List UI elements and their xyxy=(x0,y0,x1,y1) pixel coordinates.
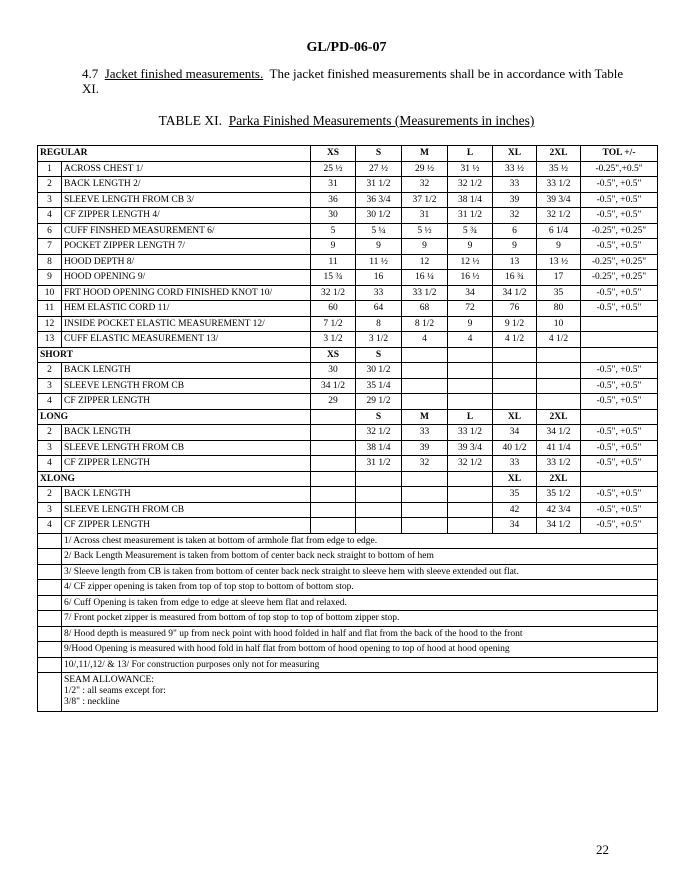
table-cell: 33 xyxy=(402,425,448,441)
table-cell: 68 xyxy=(402,301,448,317)
footnote-row xyxy=(38,595,658,611)
table-cell: 39 xyxy=(402,440,448,456)
table-cell: 16 ¼ xyxy=(402,270,448,286)
table-cell: 29 1/2 xyxy=(356,394,402,410)
table-cell xyxy=(311,518,356,534)
table-row xyxy=(38,192,658,208)
table-cell xyxy=(448,502,493,518)
table-cell xyxy=(448,394,493,410)
row-number: 10 xyxy=(38,285,62,301)
column-header: 2XL xyxy=(537,409,581,425)
table-row xyxy=(38,301,658,317)
table-cell xyxy=(493,378,537,394)
footnote-spacer xyxy=(38,595,62,611)
table-cell: 32 xyxy=(402,456,448,472)
row-label: HOOD DEPTH 8/ xyxy=(62,254,311,270)
table-cell: 9 xyxy=(493,239,537,255)
table-cell: 3 1/2 xyxy=(311,332,356,348)
row-label: CF ZIPPER LENGTH 4/ xyxy=(62,208,311,224)
table-cell: 33 xyxy=(493,456,537,472)
table-cell: 64 xyxy=(356,301,402,317)
table-cell: 5 ¾ xyxy=(448,223,493,239)
table-cell: 33 ½ xyxy=(493,161,537,177)
row-number: 4 xyxy=(38,208,62,224)
row-number: 7 xyxy=(38,239,62,255)
table-row xyxy=(38,239,658,255)
row-number: 6 xyxy=(38,223,62,239)
table-cell xyxy=(537,394,581,410)
table-cell: 38 1/4 xyxy=(448,192,493,208)
table-cell: 39 3/4 xyxy=(537,192,581,208)
table-cell xyxy=(356,502,402,518)
row-label: SLEEVE LENGTH FROM CB xyxy=(62,440,311,456)
table-cell: -0.5", +0.5" xyxy=(581,378,658,394)
footnote-row xyxy=(38,564,658,580)
table-row xyxy=(38,270,658,286)
footnote-text: 6/ Cuff Opening is taken from edge to edge at sleeve hem flat and relaxed. xyxy=(62,595,658,611)
table-cell xyxy=(537,363,581,379)
table-cell: 4 xyxy=(448,332,493,348)
table-cell: 31 xyxy=(311,177,356,193)
table-cell: -0.5", +0.5" xyxy=(581,363,658,379)
footnote-row xyxy=(38,549,658,565)
table-cell: 40 1/2 xyxy=(493,440,537,456)
table-row xyxy=(38,518,658,534)
table-cell xyxy=(493,363,537,379)
table-cell: 16 ¾ xyxy=(493,270,537,286)
table-cell: 31 1/2 xyxy=(356,177,402,193)
table-cell: 35 1/2 xyxy=(537,487,581,503)
table-cell xyxy=(356,518,402,534)
table-title-prefix: TABLE XI. xyxy=(158,113,223,128)
table-row xyxy=(38,456,658,472)
row-label: HEM ELASTIC CORD 11/ xyxy=(62,301,311,317)
measurements-table xyxy=(37,145,658,712)
table-cell: 25 ½ xyxy=(311,161,356,177)
section-label-regular: REGULAR xyxy=(38,146,311,162)
table-cell: -0.25",+0.5" xyxy=(581,161,658,177)
row-label: CUFF ELASTIC MEASUREMENT 13/ xyxy=(62,332,311,348)
row-label: CF ZIPPER LENGTH xyxy=(62,518,311,534)
column-header: XL xyxy=(493,409,537,425)
table-cell: -0.5", +0.5" xyxy=(581,440,658,456)
table-cell xyxy=(581,316,658,332)
table-row xyxy=(38,394,658,410)
table-cell: 29 ½ xyxy=(402,161,448,177)
table-cell: 42 xyxy=(493,502,537,518)
footnote-spacer xyxy=(38,564,62,580)
table-cell: 60 xyxy=(311,301,356,317)
column-header: 2XL xyxy=(537,146,581,162)
table-cell: 13 xyxy=(493,254,537,270)
table-cell: 9 xyxy=(356,239,402,255)
column-header xyxy=(581,471,658,487)
footnote-spacer xyxy=(38,611,62,627)
table-cell xyxy=(402,363,448,379)
table-cell: 80 xyxy=(537,301,581,317)
table-cell: 9 xyxy=(448,316,493,332)
table-cell xyxy=(448,378,493,394)
row-number: 3 xyxy=(38,378,62,394)
table-row xyxy=(38,223,658,239)
table-title-text: Parka Finished Measurements (Measurements in inches) xyxy=(228,113,535,128)
row-label: CF ZIPPER LENGTH xyxy=(62,394,311,410)
footnote-spacer xyxy=(38,580,62,596)
table-cell: 39 xyxy=(493,192,537,208)
row-label: FRT HOOD OPENING CORD FINISHED KNOT 10/ xyxy=(62,285,311,301)
column-header xyxy=(402,347,448,363)
table-row xyxy=(38,208,658,224)
table-cell xyxy=(311,440,356,456)
table-cell: 31 xyxy=(402,208,448,224)
table-header-row xyxy=(38,146,658,162)
footnote-spacer xyxy=(38,533,62,549)
column-header xyxy=(448,347,493,363)
table-cell: -0.5", +0.5" xyxy=(581,301,658,317)
table-cell: -0.25", +0.25" xyxy=(581,223,658,239)
row-label: SLEEVE LENGTH FROM CB 3/ xyxy=(62,192,311,208)
column-header: S xyxy=(356,146,402,162)
table-cell: 32 1/2 xyxy=(537,208,581,224)
section-header-row xyxy=(38,347,658,363)
section-label-xlong: XLONG xyxy=(38,471,311,487)
table-cell: -0.5", +0.5" xyxy=(581,192,658,208)
column-header xyxy=(493,347,537,363)
column-header xyxy=(402,471,448,487)
table-cell: 6 1/4 xyxy=(537,223,581,239)
footnote-text: 3/ Sleeve length from CB is taken from bottom of center back neck straight to sleeve hem with sleeve extended out flat. xyxy=(62,564,658,580)
footnote-row xyxy=(38,611,658,627)
table-cell: 12 ½ xyxy=(448,254,493,270)
table-row xyxy=(38,254,658,270)
table-cell: 32 1/2 xyxy=(448,456,493,472)
table-cell: 4 1/2 xyxy=(493,332,537,348)
table-cell: 31 1/2 xyxy=(448,208,493,224)
footnote-spacer xyxy=(38,642,62,658)
column-header: XS xyxy=(311,146,356,162)
table-cell xyxy=(402,518,448,534)
row-label: SLEEVE LENGTH FROM CB xyxy=(62,502,311,518)
table-cell: 31 ½ xyxy=(448,161,493,177)
row-number: 12 xyxy=(38,316,62,332)
column-header xyxy=(311,471,356,487)
table-cell xyxy=(402,378,448,394)
footnote-spacer xyxy=(38,549,62,565)
table-cell: 10 xyxy=(537,316,581,332)
row-number: 2 xyxy=(38,363,62,379)
column-header: S xyxy=(356,347,402,363)
column-header xyxy=(448,471,493,487)
row-label: BACK LENGTH xyxy=(62,487,311,503)
seam-allowance xyxy=(62,673,658,712)
table-cell: 17 xyxy=(537,270,581,286)
table-cell: 5 ½ xyxy=(402,223,448,239)
row-number: 2 xyxy=(38,487,62,503)
table-row xyxy=(38,440,658,456)
table-cell: 35 xyxy=(493,487,537,503)
table-cell: -0.5", +0.5" xyxy=(581,487,658,503)
table-cell: 36 3/4 xyxy=(356,192,402,208)
table-row xyxy=(38,425,658,441)
row-number: 4 xyxy=(38,456,62,472)
column-header xyxy=(356,471,402,487)
table-cell: 32 1/2 xyxy=(356,425,402,441)
section-title: Jacket finished measurements. xyxy=(104,66,264,81)
seam-allowance-line: SEAM ALLOWANCE: xyxy=(64,675,154,685)
table-cell: 35 xyxy=(537,285,581,301)
table-cell: -0.25", +0.25" xyxy=(581,254,658,270)
table-cell: -0.5", +0.5" xyxy=(581,502,658,518)
section-text: The jacket finished measurements shall be in accordance with Table XI. xyxy=(82,66,624,96)
table-cell: 33 xyxy=(493,177,537,193)
column-header: XL xyxy=(493,471,537,487)
table-cell: 33 1/2 xyxy=(537,456,581,472)
section-label-long: LONG xyxy=(38,409,311,425)
table-cell: -0.5", +0.5" xyxy=(581,208,658,224)
footnote-spacer xyxy=(38,673,62,712)
table-cell: 31 1/2 xyxy=(356,456,402,472)
table-cell: -0.5", +0.5" xyxy=(581,394,658,410)
page-number: 22 xyxy=(596,842,609,857)
column-header: L xyxy=(448,409,493,425)
table-cell xyxy=(356,487,402,503)
row-number: 8 xyxy=(38,254,62,270)
seam-allowance-line: 1/2" : all seams except for: xyxy=(64,686,166,696)
footnote-spacer xyxy=(38,626,62,642)
row-label: BACK LENGTH xyxy=(62,363,311,379)
table-cell: 33 1/2 xyxy=(448,425,493,441)
table-cell: 8 xyxy=(356,316,402,332)
table-cell: 30 1/2 xyxy=(356,363,402,379)
table-cell: 12 xyxy=(402,254,448,270)
table-row xyxy=(38,363,658,379)
table-cell: 6 xyxy=(493,223,537,239)
table-cell: 33 1/2 xyxy=(537,177,581,193)
table-cell: 34 xyxy=(493,518,537,534)
section-header-row xyxy=(38,471,658,487)
column-header: M xyxy=(402,146,448,162)
footnote-spacer xyxy=(38,657,62,673)
row-number: 1 xyxy=(38,161,62,177)
table-cell: 11 ½ xyxy=(356,254,402,270)
table-cell: 4 xyxy=(402,332,448,348)
row-number: 4 xyxy=(38,394,62,410)
table-cell: 9 xyxy=(402,239,448,255)
table-cell: 32 1/2 xyxy=(311,285,356,301)
table-cell: 30 1/2 xyxy=(356,208,402,224)
column-header: TOL +/- xyxy=(581,146,658,162)
row-label: CUFF FINSHED MEASUREMENT 6/ xyxy=(62,223,311,239)
row-label: SLEEVE LENGTH FROM CB xyxy=(62,378,311,394)
footnote-text: 8/ Hood depth is measured 9" up from neck point with hood folded in half and flat from the back of the hood to the front xyxy=(62,626,658,642)
table-cell: 9 1/2 xyxy=(493,316,537,332)
row-number: 9 xyxy=(38,270,62,286)
table-row xyxy=(38,285,658,301)
table-row xyxy=(38,177,658,193)
table-cell xyxy=(402,502,448,518)
table-cell: 34 1/2 xyxy=(493,285,537,301)
table-row xyxy=(38,378,658,394)
table-cell: 34 1/2 xyxy=(311,378,356,394)
column-header: L xyxy=(448,146,493,162)
table-cell: 11 xyxy=(311,254,356,270)
table-cell: 39 3/4 xyxy=(448,440,493,456)
row-number: 4 xyxy=(38,518,62,534)
row-number: 11 xyxy=(38,301,62,317)
footnote-text: 10/,11/,12/ & 13/ For construction purposes only not for measuring xyxy=(62,657,658,673)
table-cell: 36 xyxy=(311,192,356,208)
footnote-row xyxy=(38,626,658,642)
row-number: 13 xyxy=(38,332,62,348)
table-cell: 35 1/4 xyxy=(356,378,402,394)
table-cell: -0.5", +0.5" xyxy=(581,518,658,534)
table-cell: 76 xyxy=(493,301,537,317)
table-cell: 9 xyxy=(448,239,493,255)
row-number: 2 xyxy=(38,177,62,193)
table-row xyxy=(38,487,658,503)
row-number: 3 xyxy=(38,440,62,456)
table-cell: 33 xyxy=(356,285,402,301)
table-cell xyxy=(581,332,658,348)
table-row xyxy=(38,316,658,332)
table-cell: 27 ½ xyxy=(356,161,402,177)
column-header xyxy=(311,409,356,425)
table-cell: 29 xyxy=(311,394,356,410)
column-header: XS xyxy=(311,347,356,363)
column-header xyxy=(581,347,658,363)
table-cell: -0.25", +0.25" xyxy=(581,270,658,286)
table-cell: 34 1/2 xyxy=(537,425,581,441)
seam-allowance-row xyxy=(38,673,658,712)
footnote-row xyxy=(38,642,658,658)
table-cell: 4 1/2 xyxy=(537,332,581,348)
table-cell: -0.5", +0.5" xyxy=(581,285,658,301)
row-label: HOOD OPENING 9/ xyxy=(62,270,311,286)
table-cell: -0.5", +0.5" xyxy=(581,177,658,193)
table-cell xyxy=(311,425,356,441)
table-cell xyxy=(448,518,493,534)
row-label: POCKET ZIPPER LENGTH 7/ xyxy=(62,239,311,255)
table-cell: 37 1/2 xyxy=(402,192,448,208)
table-cell: 7 1/2 xyxy=(311,316,356,332)
section-label-short: SHORT xyxy=(38,347,311,363)
footnote-text: 1/ Across chest measurement is taken at bottom of armhole flat from edge to edge. xyxy=(62,533,658,549)
row-label: BACK LENGTH xyxy=(62,425,311,441)
column-header xyxy=(581,409,658,425)
table-cell xyxy=(448,487,493,503)
table-cell: 9 xyxy=(537,239,581,255)
row-number: 3 xyxy=(38,502,62,518)
table-row xyxy=(38,161,658,177)
column-header xyxy=(537,347,581,363)
table-cell: 72 xyxy=(448,301,493,317)
row-label: INSIDE POCKET ELASTIC MEASUREMENT 12/ xyxy=(62,316,311,332)
footnote-row xyxy=(38,657,658,673)
table-cell: 3 1/2 xyxy=(356,332,402,348)
table-cell: 30 xyxy=(311,363,356,379)
table-cell: 42 3/4 xyxy=(537,502,581,518)
document-id: GL/PD-06-07 xyxy=(306,40,387,55)
table-cell: -0.5", +0.5" xyxy=(581,239,658,255)
table-cell: 30 xyxy=(311,208,356,224)
table-cell xyxy=(311,502,356,518)
table-cell: 9 xyxy=(311,239,356,255)
row-label: CF ZIPPER LENGTH xyxy=(62,456,311,472)
table-title xyxy=(0,113,693,129)
table-cell: 5 ¼ xyxy=(356,223,402,239)
column-header: XL xyxy=(493,146,537,162)
column-header: M xyxy=(402,409,448,425)
seam-allowance-line: 3/8" : neckline xyxy=(64,697,120,707)
table-cell: -0.5", +0.5" xyxy=(581,425,658,441)
row-label: BACK LENGTH 2/ xyxy=(62,177,311,193)
table-cell: 38 1/4 xyxy=(356,440,402,456)
table-cell: 32 xyxy=(402,177,448,193)
intro-paragraph xyxy=(82,66,642,96)
table-cell: 34 xyxy=(493,425,537,441)
footnote-text: 4/ CF zipper opening is taken from top of top stop to bottom of bottom stop. xyxy=(62,580,658,596)
footnote-row xyxy=(38,580,658,596)
row-number: 3 xyxy=(38,192,62,208)
table-cell: 8 1/2 xyxy=(402,316,448,332)
table-cell xyxy=(493,394,537,410)
table-cell xyxy=(537,378,581,394)
table-cell xyxy=(448,363,493,379)
column-header: S xyxy=(356,409,402,425)
row-number: 2 xyxy=(38,425,62,441)
table-cell xyxy=(402,487,448,503)
table-cell: 34 xyxy=(448,285,493,301)
table-cell xyxy=(311,487,356,503)
section-header-row xyxy=(38,409,658,425)
table-cell: 5 xyxy=(311,223,356,239)
table-cell: 35 ½ xyxy=(537,161,581,177)
column-header: 2XL xyxy=(537,471,581,487)
table-cell: 41 1/4 xyxy=(537,440,581,456)
table-cell: 15 ¾ xyxy=(311,270,356,286)
table-cell: 16 xyxy=(356,270,402,286)
table-row xyxy=(38,502,658,518)
section-number: 4.7 xyxy=(82,66,99,81)
table-cell xyxy=(311,456,356,472)
table-row xyxy=(38,332,658,348)
footnote-text: 7/ Front pocket zipper is measured from bottom of top stop to top of bottom zipper stop. xyxy=(62,611,658,627)
footnote-row xyxy=(38,533,658,549)
table-cell: 33 1/2 xyxy=(402,285,448,301)
table-cell: -0.5", +0.5" xyxy=(581,456,658,472)
table-cell: 32 xyxy=(493,208,537,224)
row-label: ACROSS CHEST 1/ xyxy=(62,161,311,177)
table-cell: 16 ½ xyxy=(448,270,493,286)
table-cell xyxy=(402,394,448,410)
footnote-text: 9/Hood Opening is measured with hood fold in half flat from bottom of hood opening to top of hood at hood opening xyxy=(62,642,658,658)
footnote-text: 2/ Back Length Measurement is taken from bottom of center back neck straight to bottom of hem xyxy=(62,549,658,565)
table-cell: 32 1/2 xyxy=(448,177,493,193)
table-cell: 13 ½ xyxy=(537,254,581,270)
table-cell: 34 1/2 xyxy=(537,518,581,534)
